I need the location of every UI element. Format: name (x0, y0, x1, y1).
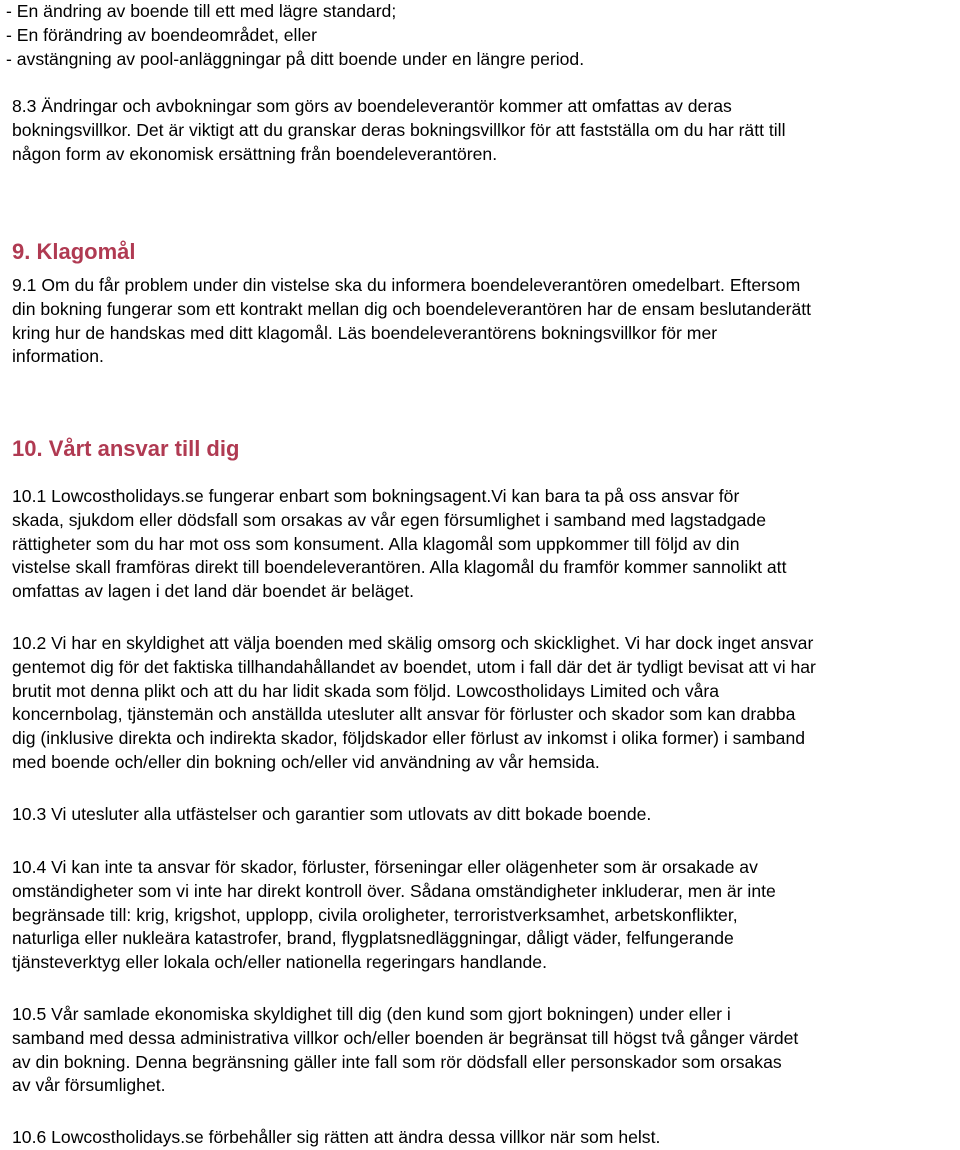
paragraph-line: omfattas av lagen i det land där boendet är beläget. (12, 581, 415, 602)
paragraph-line: 9.1 Om du får problem under din vistelse ska du informera boendeleverantören omedelbart. Eftersom (12, 275, 801, 295)
paragraph-line: 10.5 Vår samlade ekonomiska skyldighet till dig (den kund som gjort bokningen) under eller i (12, 1004, 731, 1024)
paragraph-line: tjänsteverktyg eller lokala och/eller nationella regeringars handlande. (12, 952, 547, 973)
paragraph-line: brutit mot denna plikt och att du har lidit skada som följd. Lowcostholidays Limited och våra (12, 680, 720, 701)
paragraph-line: samband med dessa administrativa villkor och/eller boenden är begränsat till högst två gånger värdet (12, 1027, 799, 1048)
paragraph-line: 8.3 Ändringar och avbokningar som görs av boendeleverantör kommer att omfattas av deras (12, 96, 732, 116)
paragraph-line: rättigheter som du har mot oss som konsument. Alla klagomål som uppkommer till följd av din (12, 533, 740, 554)
paragraph-line: omständigheter som vi inte har direkt kontroll över. Sådana omständigheter inkluderar, men är inte (12, 880, 776, 901)
paragraph-10-6 (12, 1126, 958, 1150)
list-items (6, 0, 956, 71)
section-heading-9: 9. Klagomål (12, 239, 136, 264)
paragraph-line: din bokning fungerar som ett kontrakt mellan dig och boendeleverantören har de ensam beslutanderätt (12, 298, 812, 319)
list-item: - En förändring av boendeområdet, eller (6, 24, 318, 45)
paragraph-line: kring hur de handskas med ditt klagomål. Läs boendeleverantörens bokningsvillkor för mer (12, 322, 718, 343)
paragraph-8-3 (12, 95, 952, 166)
paragraph-10-3 (12, 803, 958, 827)
paragraph-line: information. (12, 346, 104, 367)
paragraph-line: av din bokning. Denna begränsning gäller inte fall som rör dödsfall eller personskador som orsakas (12, 1051, 782, 1072)
paragraph-line: vistelse skall framföras direkt till boendeleverantören. Alla klagomål du framför kommer sannolikt att (12, 557, 787, 578)
paragraph-9-1 (12, 274, 958, 369)
paragraph-10-4 (12, 856, 958, 975)
paragraph-line: 10.4 Vi kan inte ta ansvar för skador, förluster, förseningar eller olägenheter som är orsakade av (12, 857, 758, 877)
list-item: - En ändring av boende till ett med lägre standard; (6, 1, 397, 21)
paragraph-line: naturliga eller nukleära katastrofer, brand, flygplatsnedläggningar, dåligt väder, felfungerande (12, 928, 734, 949)
paragraph-line: koncernbolag, tjänstemän och anställda utesluter allt ansvar för förluster och skador som kan drabba (12, 704, 796, 725)
section-heading-10: 10. Vårt ansvar till dig (12, 436, 240, 461)
paragraph-line: 10.3 Vi utesluter alla utfästelser och garantier som utlovats av ditt bokade boende. (12, 804, 652, 824)
list-item: - avstängning av pool-anläggningar på ditt boende under en längre period. (6, 48, 585, 69)
paragraph-line: med boende och/eller din bokning och/eller vid användning av vår hemsida. (12, 751, 600, 772)
paragraph-line: skada, sjukdom eller dödsfall som orsakas av vår egen försumlighet i samband med lagstadgade (12, 509, 766, 530)
paragraph-line: 10.6 Lowcostholidays.se förbehåller sig rätten att ändra dessa villkor när som helst. (12, 1127, 661, 1147)
paragraph-line: 10.2 Vi har en skyldighet att välja boenden med skälig omsorg och skicklighet. Vi har dock inget ansvar (12, 633, 814, 653)
paragraph-line: bokningsvillkor. Det är viktigt att du granskar deras bokningsvillkor för att fastställa om du har rätt till (12, 119, 786, 140)
paragraph-line: 10.1 Lowcostholidays.se fungerar enbart som bokningsagent.Vi kan bara ta på oss ansvar för (12, 486, 740, 506)
paragraph-10-1 (12, 485, 958, 604)
paragraph-line: dig (inklusive direkta och indirekta skador, följdskador eller förlust av inkomst i olika former) i samband (12, 728, 806, 749)
paragraph-10-5 (12, 1003, 958, 1098)
paragraph-line: gentemot dig för det faktiska tillhandahållandet av boendet, utom i fall där det är tydligt bevisat att vi har (12, 656, 816, 677)
paragraph-line: av vår försumlighet. (12, 1075, 166, 1096)
paragraph-line: begränsade till: krig, krigshot, upplopp, civila oroligheter, terroristverksamhet, arbetskonflikter, (12, 904, 738, 925)
paragraph-line: någon form av ekonomisk ersättning från boendeleverantören. (12, 143, 498, 164)
paragraph-10-2 (12, 632, 958, 775)
